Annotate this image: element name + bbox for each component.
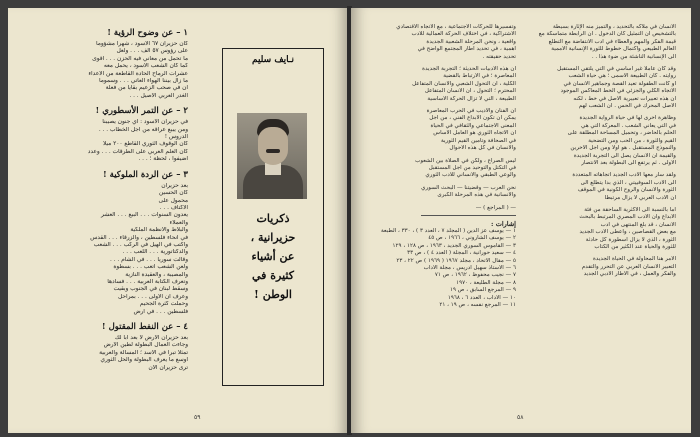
poem-line: اضيفوا ، لحظة ؛ . . . — [138, 156, 188, 163]
body-line: الاولى . ثم يرتفع الى البطولة بعد الانتصار — [581, 159, 676, 166]
body-line: الطبيعة ، التي لا تزال الحركة الاساسية — [427, 95, 516, 102]
body-line: وتفسيرها للحركات الاجتماعية ، مع الاتجاه الاقتصادي — [396, 24, 516, 30]
section-title: ١ – عن وضوح الرؤية ! — [107, 28, 188, 38]
poem-line: كان العلم العربي على الطرقات . . . وعدد — [87, 148, 188, 155]
body-line: الاتجاه الكلي والجزئي في الخط المعاكس الموجود — [560, 88, 676, 95]
body-line: ان الفنان والاديب في الحرب المعاصرة — [426, 108, 516, 115]
body-line: ولقد سار معها الادب الجديد اتجاهاته المتعددة — [572, 172, 676, 179]
body-line: والانسان في كل هذه الاحوال — [449, 145, 516, 152]
title-line: عن أشياء — [251, 250, 295, 263]
poem-line: ومن يبيع عراقه من اجل الخطاب . . . — [98, 126, 188, 133]
poem-line: والبلاط والانظمة الملكية — [130, 227, 188, 234]
divider-rule — [421, 215, 516, 216]
section-title: ٤ – عن النفط المقتول ! — [101, 322, 188, 332]
article-title — [229, 209, 317, 304]
body-line: المعنى الاجتماعي والثقافي في الحياة — [430, 122, 516, 129]
body-line: اما بالنسبة الى الاكثرية الساحقة من فئة — [584, 206, 676, 213]
poem-line: الغدر العربي الأصيل . . . — [129, 92, 188, 99]
body-line: — ( المراجع ) — — [475, 204, 516, 211]
poem-line: بعد حزيران الارض لا بعد ابا لك — [114, 335, 188, 341]
reference-line: ٥ — مقال الاتحاد ، مجلد ١٩٦٧ ( ١٩٦٩ ) ص ٢٢ ، ٢٣ — [396, 257, 516, 264]
body-line: ان الادب العربي لا يزال مرتبطاً — [604, 194, 676, 201]
poem-column — [18, 22, 188, 402]
poem-line: وعرف ان الاولى . . . بمراحل — [118, 293, 188, 300]
text-column-left — [361, 24, 516, 309]
poem-line: ترى حزيران الان — [148, 364, 188, 371]
poem-line: ان في صحب الزعيم بقايا من فعلة — [105, 85, 188, 92]
body-line: الكلية ، ان التحول الشعبي والانسان المتفاعل — [412, 80, 516, 87]
references-title: إشارات : — [491, 219, 516, 228]
title-line: كثيرة في — [252, 269, 294, 282]
body-line: روايته . كان الطبيعة الاسمى ؛ هي حياة الشعب — [568, 73, 676, 80]
body-line: الى الإنسانية الناشئة من ضوء هذا . . — [591, 53, 676, 60]
reference-line: ٤ — سعيد حورانية ، المجلة ( العدد ٤ ) ، ص ٣٣ — [407, 250, 516, 257]
poem-line: والمصيبة ، والعقيدة النازية — [125, 271, 188, 278]
poem-line: تمثلا تبرأ في الاسد ؛ المسألة والعربية — [99, 349, 188, 356]
title-line: حزيرانية ، — [250, 231, 296, 244]
body-line: الامر هنا المحاولة في الحياة الجديدة — [592, 256, 676, 263]
body-line: واقعية ، ونحن المرحلة الشعبية الجديدة — [426, 38, 516, 45]
poem-line: والعملاء — [169, 219, 188, 226]
body-line: في التي يعاني الشعب . المعركة التي هي — [581, 122, 676, 129]
poem-line: كان الحسين — [158, 190, 188, 197]
body-line: الابداع وان الادب المصري المرتبط بالبحث — [579, 214, 676, 221]
reference-line: ٣ — القاموس السوري الجديد ، ١٩٦٣ ، ص ١٢٨ ، ١٢٩ — [392, 242, 516, 249]
body-line: وقد كان عاملاً غير اساسي في التي يلتقي المستقبل — [557, 66, 676, 73]
reference-line: ٩ — المرجع السابق ، ص ١٩ — [449, 287, 516, 294]
body-line: والفكر والعمل ، في الاطار الادبي الجديد — [583, 271, 676, 278]
body-line: ان الاتجاه الثوري هو العامل الاساس — [433, 130, 516, 137]
body-line: يمكن ان تكون الابداع الفني ، من اجل — [429, 115, 516, 122]
title-line: الوطن ! — [254, 288, 292, 301]
poem-line: كان حزيران ٦٧ الاسود ، شهراً مشؤوماً — [95, 41, 188, 47]
body-line: ان هذه تعبيرات تعبيرية الاصل في خط ، لكنه — [573, 95, 676, 102]
body-line: بالتشخيص ان التمثيل كان الدخول . ان الرابطة متماسكة مع — [538, 31, 676, 38]
body-line: نحن العرب — وقضيتنا — البحث السوري — [421, 184, 516, 191]
body-line: العالم الطبيعي واكتمال خطوط للثورة الإنسانية الأممية — [551, 46, 676, 53]
poem-line: كان الوقوف الثوري القاطع ٢٠٠ ميلاً — [102, 141, 188, 148]
poem-line: على رؤوس ٥٧ الف . . . ولعل — [116, 48, 188, 55]
body-line: الانسان ، قد بلغ المنتهى في ادب — [600, 221, 676, 228]
poem-line: الاكتاف . . . — [159, 204, 188, 211]
body-line: المحترم ؛ التحول ، ان الانسان المتفاعل — [424, 88, 516, 95]
poem-line: وتعرف الكتابة العربية . . . فسادها — [107, 278, 188, 285]
poem-line: في حزيران الاسود : أي جنون يصيبنا — [102, 119, 188, 126]
body-line: القيم والثورة ، من الحب ومن التضحية — [588, 137, 676, 144]
body-line: في الصحافة وتأمين القيم الثورية — [440, 137, 516, 144]
poem-line: عشرات الرماح الحادة القاطعة من الاعداء — [88, 70, 188, 77]
body-line: في التكتل والتوحيد من اجل المستقبل — [428, 164, 516, 171]
body-line: ليس الصراع ، ولكن في الصلاة بين الشعوب — [415, 157, 516, 164]
body-line: اهمية ، في تحديد اطار المجتمع الواضح في — [417, 46, 516, 53]
left-page — [8, 8, 348, 433]
poem-line: وقالت سوريا . . . في الشام . . . — [110, 256, 188, 263]
poem-line: بعد حزيران — [161, 182, 188, 189]
poem-line: وجاءت العمال البطولة لطين الارض — [103, 342, 188, 349]
section-title: ٣ – عن الردة الملوكية ! — [102, 169, 188, 180]
poem-line: ما زال بيننا الهواء العاتي . . . وسموما — [98, 78, 188, 85]
body-line: الى الادب السوفييتي ، الذي بدأ يتطلع الى — [580, 179, 676, 186]
body-line: ان هذه الادبيات الحديثة ؛ التجربة الجديدة — [422, 66, 516, 73]
body-line: الثورة ، الذي لا يزال اسطورة كل حادثة — [585, 236, 676, 243]
reference-line: ٦ — الاستاذ سهيل ادريس ، مجلة الآداب — [423, 264, 516, 271]
poem-line: ولعن الشعب اتعب . . . بسطوة — [113, 264, 188, 271]
poem-line: الدروس ! — [164, 134, 188, 141]
body-line: الانسان في ملاكه بالتحديد ، والتميز منه الإثارة بسيطة — [553, 24, 676, 30]
title-line: ذكريات — [256, 212, 290, 225]
body-line: مع بعض القصاصين ، واعطى الادب الجديد — [579, 229, 676, 236]
body-line: للثورة والحياة عند الكثير من الكتاب — [594, 243, 676, 250]
author-name: نـايف سليم — [251, 55, 295, 65]
body-line: المعاصرة ؛ في الارتباط بالقضية — [443, 73, 516, 80]
page-number-right: ٥٨ — [517, 414, 524, 421]
poem-line: والدكتاتورية . . . اللعب . . . — [122, 249, 188, 256]
body-line: والوعي الطبقي والانساني للادب الثوري — [425, 172, 516, 179]
reference-line: ٢ — يوسف الشاروني ، ١٩٦٦ ، ص ٤٥ — [428, 235, 516, 242]
body-line: تحديد حقيقته . — [482, 53, 516, 60]
body-line: والقيمة ان الانسان يصل الى التجربة الجديدة — [573, 152, 676, 159]
body-line: الثورة والانسان والروح الكونية في الموقف — [577, 187, 676, 194]
author-photo — [237, 113, 307, 199]
reference-line: ١ — يوسف عز الدين ( المجلد ٧ ، العدد ٣ ) ، ٣٣٠ ، الطبعة — [380, 227, 516, 234]
poem-line: محمول على — [158, 197, 188, 204]
sidebar-box — [222, 48, 324, 386]
body-line: او كانت الطفولة تعيد القصة وجماهير الانسان في — [563, 80, 676, 87]
body-line: الاصل المحرك في الحس . ان الشعب لهم — [578, 103, 676, 110]
poem-line: وحملت كثرة الجحيم — [139, 301, 188, 308]
right-page — [351, 8, 691, 433]
poem-line: وسقط لبنان في الجنوب وبقيت — [113, 286, 188, 293]
text-column-right — [521, 24, 676, 279]
reference-line: ١١ — المرجع نفسه ، ص ١٩ ، ٢١ — [439, 302, 516, 308]
page-number-left: ٥٩ — [194, 414, 201, 421]
reference-line: ١٠ — الآداب ، العدد ٦ ، ١٩٦٨ — [447, 294, 516, 301]
poem-line: كما كان الشعب الاسود ، يحمل معه — [103, 63, 188, 70]
body-line: قيمة الفكر والمهم والعطاء في ادب الانتفاضة مع التطلع — [548, 38, 676, 45]
poem-line: في انحاء فلسطين ، والزرقاء . . . القدس — [90, 234, 188, 241]
body-line: والانسانية في هذه المرحلة الكبرى — [437, 192, 516, 199]
body-line: وظاهرة اخرى لها في حياة الرواية الجديدة — [579, 115, 676, 122]
reference-line: ٨ — مجلة الطليعة ، ١٩٧٠ — [456, 279, 516, 286]
poem-line: يعدون السنوات . . . البيع . . . العشر — [100, 212, 188, 219]
body-line: الحلم بالحاضر ، وتحميل المساحة المطلقة على — [567, 130, 676, 137]
body-line: والنموذج المستقبل . هو اولاً ومن اجل الآخرين — [570, 145, 676, 152]
body-line: التعبير الانسان العربي عن التحرر والتقدم — [581, 263, 676, 270]
section-title: ٢ – عن التمر الأسطوري ! — [95, 106, 188, 117]
body-line: الاشتراكية ، في اختلاف الحركة العمالية للادب — [411, 31, 516, 38]
poem-line: فلسطين . . . في ارض — [133, 308, 188, 315]
poem-line: واكتب في الهيل في الركب . . . الشعب — [93, 241, 188, 248]
poem-line: ما تحمل من معاني فيه الحزن . . . اقوى — [92, 55, 188, 62]
poem-line: اوسع ما يعرف البطولة والحل الثوري — [100, 357, 188, 364]
reference-line: ٧ — نجيب محفوظ ، ١٩٦٢ ، ص ٧١ — [434, 272, 516, 279]
